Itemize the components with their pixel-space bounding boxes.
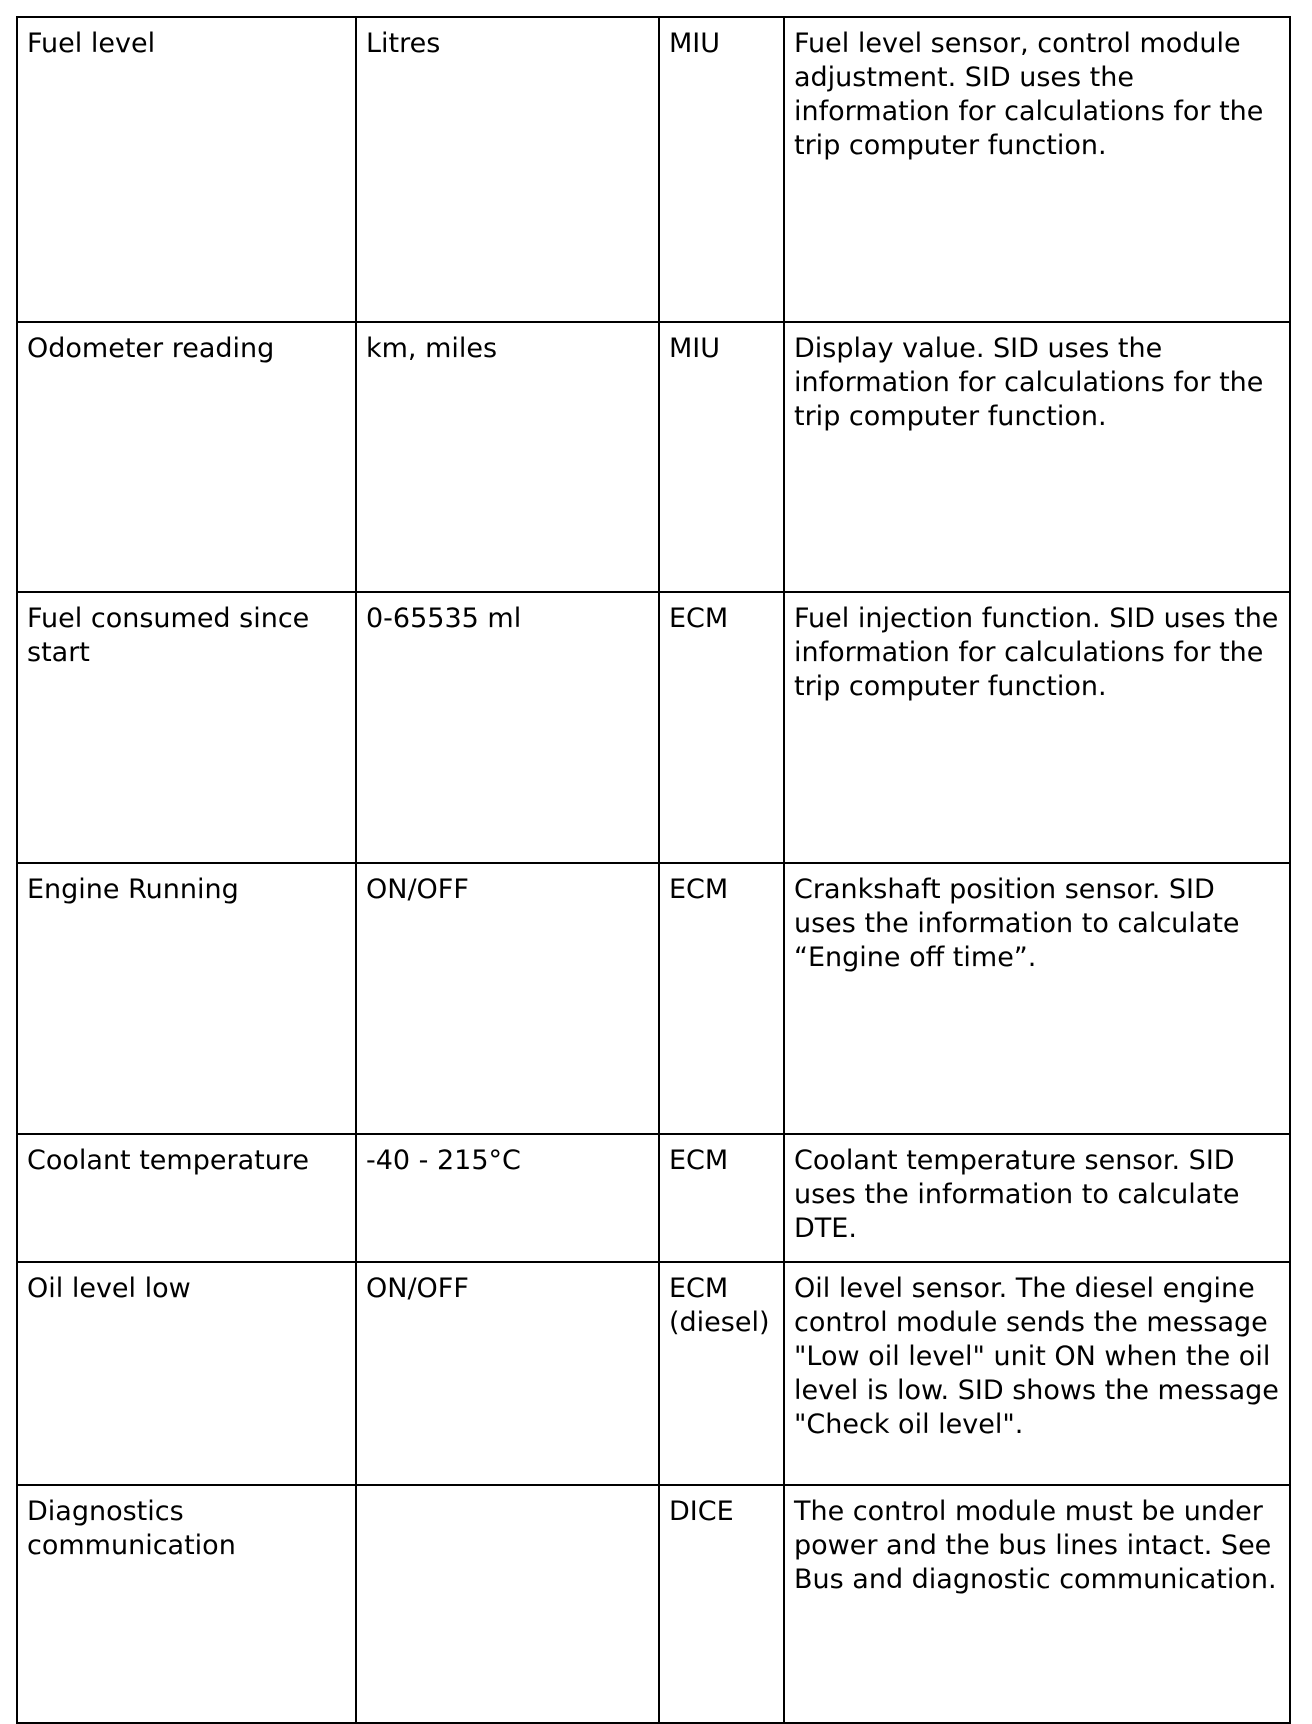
table-row bbox=[17, 1134, 1290, 1262]
source-cell: ECM bbox=[659, 1134, 784, 1262]
signal-name-cell: Engine Running bbox=[17, 863, 356, 1134]
unit-cell bbox=[356, 1485, 659, 1723]
unit-cell: ON/OFF bbox=[356, 863, 659, 1134]
table-row bbox=[17, 1485, 1290, 1723]
source-cell: MIU bbox=[659, 322, 784, 592]
signal-name-cell: Coolant temperature bbox=[17, 1134, 356, 1262]
source-cell: ECM (diesel) bbox=[659, 1262, 784, 1485]
signal-name-cell: Oil level low bbox=[17, 1262, 356, 1485]
unit-cell: km, miles bbox=[356, 322, 659, 592]
signal-name-cell: Fuel consumed since start bbox=[17, 592, 356, 863]
description-cell: Display value. SID uses the information for calculations for the trip computer function. bbox=[784, 322, 1290, 592]
unit-cell: -40 - 215°C bbox=[356, 1134, 659, 1262]
table-row bbox=[17, 1262, 1290, 1485]
table-row bbox=[17, 17, 1290, 322]
table-row bbox=[17, 592, 1290, 863]
description-cell: The control module must be under power and the bus lines intact. See Bus and diagnostic communication. bbox=[784, 1485, 1290, 1723]
source-cell: ECM bbox=[659, 863, 784, 1134]
signal-name-cell: Odometer reading bbox=[17, 322, 356, 592]
unit-cell: ON/OFF bbox=[356, 1262, 659, 1485]
description-cell: Fuel level sensor, control module adjustment. SID uses the information for calculations for the trip computer function. bbox=[784, 17, 1290, 322]
description-cell: Crankshaft position sensor. SID uses the information to calculate “Engine off time”. bbox=[784, 863, 1290, 1134]
unit-cell: Litres bbox=[356, 17, 659, 322]
source-cell: DICE bbox=[659, 1485, 784, 1723]
source-cell: ECM bbox=[659, 592, 784, 863]
signal-name-cell: Fuel level bbox=[17, 17, 356, 322]
description-cell: Oil level sensor. The diesel engine control module sends the message "Low oil level" unit ON when the oil level is low. SID shows the message "Check oil level". bbox=[784, 1262, 1290, 1485]
table-row bbox=[17, 863, 1290, 1134]
unit-cell: 0-65535 ml bbox=[356, 592, 659, 863]
description-cell: Fuel injection function. SID uses the information for calculations for the trip computer function. bbox=[784, 592, 1290, 863]
table-row bbox=[17, 322, 1290, 592]
signal-table bbox=[16, 16, 1291, 1724]
source-cell: MIU bbox=[659, 17, 784, 322]
description-cell: Coolant temperature sensor. SID uses the information to calculate DTE. bbox=[784, 1134, 1290, 1262]
signal-name-cell: Diagnostics communication bbox=[17, 1485, 356, 1723]
